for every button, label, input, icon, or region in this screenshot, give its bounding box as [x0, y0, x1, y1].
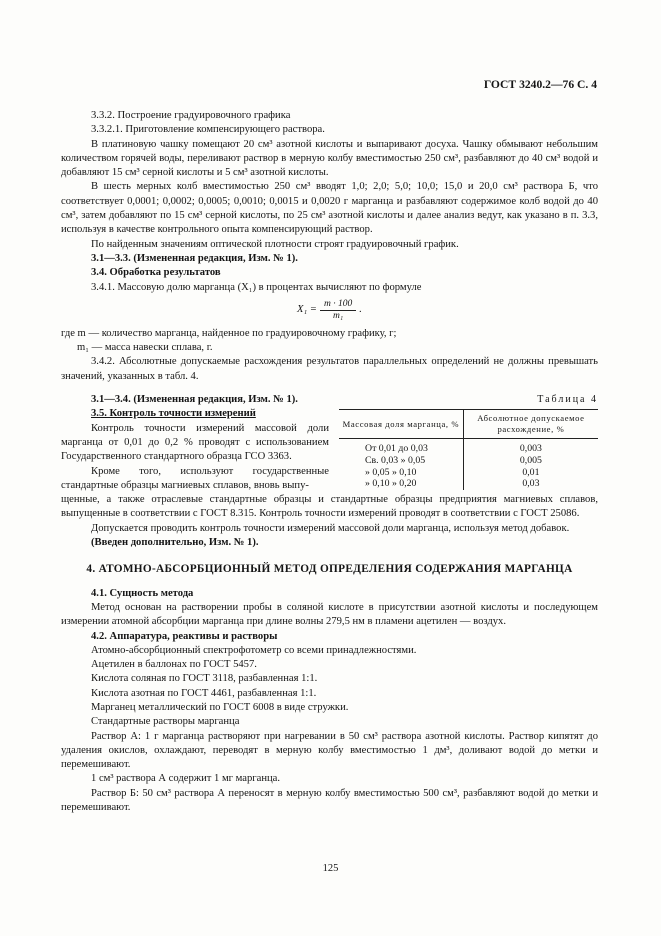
table-cell: 0,005 — [519, 455, 542, 467]
page-content — [61, 109, 598, 815]
formula-fraction — [320, 299, 356, 322]
table-cell: От 0,01 до 0,03 — [339, 439, 463, 455]
table-row — [339, 439, 598, 455]
paragraph: щенные, а также отраслевые стандартные образцы и стандартные образцы предприятия магниевых сплавов, выпущенные в соответствии с ГОСТ 8.315. Контроль точности измерений проводят в соответствии с ГОСТ 25086. — [61, 494, 598, 520]
paragraph: Кроме того, используют государственные стандартные образцы магниевых сплавов, вновь выпу- — [61, 465, 329, 491]
paragraph: Раствор Б: 50 см³ раствора А переносят в мерную колбу вместимостью 500 см³, разбавляют водой до метки и перемешивают. — [61, 787, 598, 814]
column-header: Абсолютное допускаемое расхождение, % — [463, 410, 598, 439]
heading-3-3-2-1: 3.3.2.1. Приготовление компенсирующего раствора. — [91, 124, 325, 136]
table-cell: 0,003 — [519, 443, 542, 455]
formula-lhs: X₁ = — [297, 304, 317, 316]
formula-end: . — [359, 304, 362, 316]
paragraph: 3.4.1. Массовую долю марганца (X₁) в процентах вычисляют по формуле — [91, 281, 422, 293]
list-item: Ацетилен в баллонах по ГОСТ 5457. — [91, 659, 257, 671]
formula-numerator: m · 100 — [320, 299, 356, 311]
table-section — [61, 393, 598, 493]
table-cell: Св. 0,03 » 0,05 — [339, 455, 463, 467]
heading-3-5: 3.5. Контроль точности измерений — [91, 408, 256, 420]
where-line: где m — количество марганца, найденное по градуировочному графику, г; — [61, 327, 397, 339]
table-cell: » 0,10 » 0,20 — [339, 478, 463, 490]
table-row — [339, 455, 598, 467]
heading-3-3-2: 3.3.2. Построение градуировочного графика — [91, 110, 291, 121]
paragraph: 1 см³ раствора А содержит 1 мг марганца. — [91, 773, 281, 785]
page-number: 125 — [322, 863, 339, 874]
list-item: Кислота азотная по ГОСТ 4461, разбавленная 1:1. — [91, 687, 317, 699]
heading-4-2: 4.2. Аппаратура, реактивы и растворы — [91, 630, 278, 642]
page-header: ГОСТ 3240.2—76 С. 4 — [483, 78, 597, 91]
where-line: m₁ — масса навески сплава, г. — [77, 342, 213, 354]
paragraph: По найденным значениям оптической плотности строят градуировочный график. — [91, 238, 459, 250]
paragraph: 3.4.2. Абсолютные допускаемые расхождения результатов параллельных определений не должны превышать значений, указанных в табл. 4. — [61, 356, 598, 382]
section-4-title: 4. АТОМНО-АБСОРБЦИОННЫЙ МЕТОД ОПРЕДЕЛЕНИЯ СОДЕРЖАНИЯ МАРГАНЦА — [86, 563, 573, 576]
list-item: Атомно-абсорбционный спектрофотометр со всеми принадлежностями. — [91, 644, 417, 656]
paragraph: Контроль точности измерений массовой доли марганца от 0,01 до 0,2 % проводят с использованием Государственного стандартного образца ГСО 3363. — [61, 422, 329, 463]
table-cell: » 0,05 » 0,10 — [339, 467, 463, 479]
formula-denominator: m₁ — [332, 310, 344, 321]
heading-3-4: 3.4. Обработка результатов — [91, 267, 221, 279]
amendment-note: (Введен дополнительно, Изм. № 1). — [91, 537, 259, 549]
table — [339, 409, 598, 490]
list-item: Кислота соляная по ГОСТ 3118, разбавленная 1:1. — [91, 673, 318, 685]
amendment-note: 3.1—3.3. (Измененная редакция, Изм. № 1). — [91, 252, 298, 264]
paragraph: Метод основан на растворении пробы в соляной кислоте в присутствии азотной кислоты и последующем измерении атомной абсорбции марганца при длине волны 279,5 нм в пламени ацетилен — воздух. — [61, 601, 598, 628]
table-row — [339, 467, 598, 479]
list-item: Стандартные растворы марганца — [91, 716, 240, 728]
list-item: Марганец металлический по ГОСТ 6008 в виде стружки. — [91, 701, 349, 713]
amendment-note: 3.1—3.4. (Измененная редакция, Изм. № 1). — [91, 394, 298, 406]
table-cell: 0,01 — [522, 466, 540, 478]
table-row — [339, 478, 598, 490]
column-header: Массовая доля марганца, % — [339, 410, 463, 439]
table-4 — [339, 393, 598, 490]
table-title: Таблица 4 — [537, 394, 598, 406]
left-column — [61, 393, 329, 493]
table-cell: 0,03 — [522, 478, 540, 490]
paragraph: В шесть мерных колб вместимостью 250 см³ вводят 1,0; 2,0; 5,0; 10,0; 15,0 и 20,0 см³ раствора Б, что соответствует 0,0001; 0,0002; 0,0005; 0,0010; 0,0015 и 0,0020 г марганца и разбавляют содержимое колб водой до 40 см³, затем добавляют по 15 см³ серной кислоты, по 25 см³ азотной кислоты и далее анализ ведут, как указано в п. 3.3, используя в качестве контрольного опыта компенсирующий раствор. — [61, 181, 598, 236]
table-header-row — [339, 410, 598, 439]
formula — [297, 299, 598, 322]
heading-4-1: 4.1. Сущность метода — [91, 587, 194, 599]
paragraph: В платиновую чашку помещают 20 см³ азотной кислоты и выпаривают досуха. Чашку обмывают небольшим количеством горячей воды, переливают раствор в мерную колбу вместимостью 250 см³, разбавляют до 40 см³ водой и добавляют 15 см³ серной кислоты и 5 см³ азотной кислоты. — [61, 138, 598, 179]
paragraph: Допускается проводить контроль точности измерений массовой доли марганца, используя метод добавок. — [91, 522, 570, 534]
paragraph: Раствор А: 1 г марганца растворяют при нагревании в 50 см³ раствора азотной кислоты. Раствор кипятят до удаления окислов, охлаждают, переводят в мерную колбу вместимостью 1 дм³, доливают водой до метки и перемешивают. — [61, 730, 598, 771]
